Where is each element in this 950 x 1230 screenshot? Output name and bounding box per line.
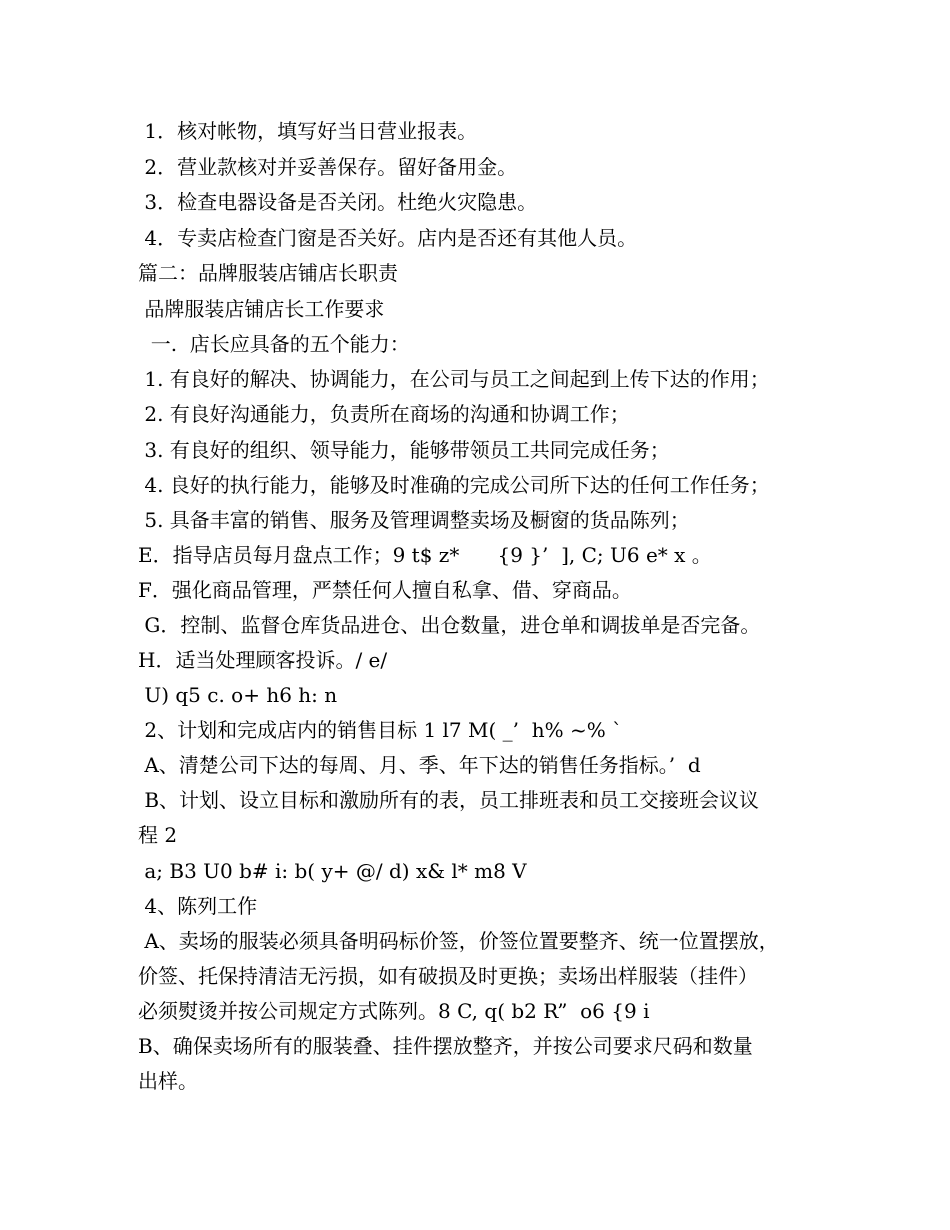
text-line: 3．检查电器设备是否关闭。杜绝火灾隐患。 xyxy=(138,190,538,214)
text-line: 2．营业款核对并妥善保存。留好备用金。 xyxy=(138,155,518,179)
text-line: 程 2 xyxy=(138,823,178,847)
text-line: 3. 有良好的组织、领导能力，能够带领员工共同完成任务； xyxy=(138,438,670,462)
text-line: 价签、托保持清洁无污损，如有破损及时更换；卖场出样服装（挂件） xyxy=(138,964,758,988)
text-line: 5. 具备丰富的销售、服务及管理调整卖场及橱窗的货品陈列； xyxy=(138,508,690,532)
text-line: 4、陈列工作 xyxy=(138,894,258,918)
text-line: G．控制、监督仓库货品进仓、出仓数量，进仓单和调拔单是否完备。 xyxy=(138,613,761,637)
text-line: 1. 有良好的解决、协调能力，在公司与员工之间起到上传下达的作用； xyxy=(138,367,770,391)
text-line: B、确保卖场所有的服装叠、挂件摆放整齐，并按公司要求尺码和数量 xyxy=(138,1034,753,1058)
text-line: U) q5 c. o+ h6 h: n xyxy=(138,683,338,707)
text-line: 1．核对帐物，填写好当日营业报表。 xyxy=(138,119,478,143)
text-line: A、卖场的服装必须具备明码标价签，价签位置要整齐、统一位置摆放， xyxy=(138,929,779,953)
text-line: E．指导店员每月盘点工作；9 t$ z* {9 }’ ], C; U6 e* x 。 xyxy=(138,543,712,567)
text-line: H．适当处理顾客投诉。/ e/ xyxy=(138,648,388,672)
text-line: 4．专卖店检查门窗是否关好。店内是否还有其他人员。 xyxy=(138,226,638,250)
subsection-heading: 品牌服装店铺店长工作要求 xyxy=(138,297,385,321)
text-line: A、清楚公司下达的每周、月、季、年下达的销售任务指标。’ d xyxy=(138,753,701,777)
section-heading: 篇二：品牌服装店铺店长职责 xyxy=(138,261,398,285)
text-line: B、计划、设立目标和激励所有的表，员工排班表和员工交接班会议议 xyxy=(138,788,760,812)
text-line: 2. 有良好沟通能力，负责所在商场的沟通和协调工作； xyxy=(138,402,630,426)
text-line: 2、计划和完成店内的销售目标 1 l7 M( _’ h% ~% ` xyxy=(138,718,623,742)
text-line: F．强化商品管理，严禁任何人擅自私拿、借、穿商品。 xyxy=(138,578,632,602)
text-line: 出样。 xyxy=(138,1069,198,1093)
text-line: a; B3 U0 b# i: b( y+ @/ d) x& l* m8 V xyxy=(138,859,527,883)
text-line: 4. 良好的执行能力，能够及时准确的完成公司所下达的任何工作任务； xyxy=(138,473,770,497)
text-line: 必须熨烫并按公司规定方式陈列。8 C, q( b2 R” o6 {9 i xyxy=(138,999,650,1023)
subsection-heading: 一. 店长应具备的五个能力： xyxy=(138,332,410,356)
